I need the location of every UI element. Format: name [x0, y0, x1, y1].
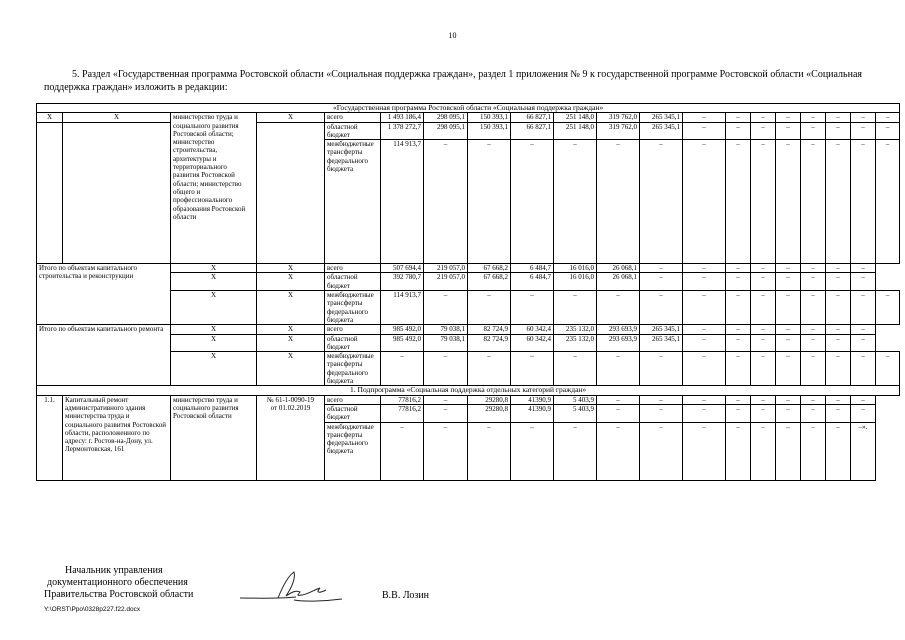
value-cell: –: [826, 140, 851, 264]
value-cell: –: [597, 291, 640, 325]
value-cell: 29280,8: [468, 404, 511, 422]
value-cell: –: [726, 264, 751, 273]
value-cell: –: [726, 122, 751, 140]
item-object: Капитальный ремонт административного здания министерства труда и социального развития Ростовской области, расположенного по адресу: г. Ростов-на-Дону, ул. Лермонтовская, 161: [63, 395, 171, 480]
value-cell: 60 342,4: [511, 325, 554, 334]
value-cell: –: [640, 352, 683, 386]
value-cell: –: [468, 422, 511, 480]
value-cell: –: [801, 334, 826, 352]
signature-block: [44, 565, 193, 601]
value-cell: 6 484,7: [511, 273, 554, 291]
value-cell: –: [554, 291, 597, 325]
value-cell: –: [851, 122, 876, 140]
value-cell: 293 693,9: [597, 325, 640, 334]
value-cell: –: [751, 334, 776, 352]
value-cell: 41390,9: [511, 395, 554, 404]
value-cell: –: [801, 113, 826, 122]
value-cell: –: [468, 140, 511, 264]
value-cell: –: [751, 264, 776, 273]
closing-mark-cell: –».: [851, 422, 876, 480]
subprogram-header-cell: 1. Подпрограмма «Социальная поддержка отдельных категорий граждан»: [37, 386, 900, 395]
value-cell: –: [826, 113, 851, 122]
x-cell: X: [257, 264, 325, 273]
source-label: всего: [325, 264, 381, 273]
value-cell: –: [468, 291, 511, 325]
value-cell: 67 668,2: [468, 273, 511, 291]
x-cell: X: [257, 325, 325, 334]
value-cell: 26 068,1: [597, 264, 640, 273]
source-label: всего: [325, 325, 381, 334]
value-cell: –: [751, 122, 776, 140]
value-cell: 1 493 186,4: [381, 113, 424, 122]
value-cell: 235 132,0: [554, 325, 597, 334]
value-cell: 16 016,0: [554, 264, 597, 273]
value-cell: 265 345,1: [640, 113, 683, 122]
value-cell: –: [851, 291, 876, 325]
source-label: всего: [325, 395, 381, 404]
value-cell: –: [726, 325, 751, 334]
value-cell: –: [640, 404, 683, 422]
value-cell: –: [801, 422, 826, 480]
value-cell: –: [801, 122, 826, 140]
value-cell: –: [683, 404, 726, 422]
source-label: межбюджетные трансферты федерального бюджета: [325, 352, 381, 386]
value-cell: 16 016,0: [554, 273, 597, 291]
item-contract-number: № 61-1-0090-19: [267, 395, 314, 404]
value-cell: 251 148,0: [554, 122, 597, 140]
value-cell: –: [468, 352, 511, 386]
value-cell: –: [511, 291, 554, 325]
value-cell: 150 393,1: [468, 122, 511, 140]
value-cell: 298 095,1: [424, 113, 468, 122]
value-cell: 60 342,4: [511, 334, 554, 352]
value-cell: –: [683, 273, 726, 291]
file-path: Y:\ORST\Ppo\0328p227.f22.docx: [44, 606, 141, 613]
value-cell: –: [683, 113, 726, 122]
value-cell: –: [640, 140, 683, 264]
handwritten-signature-icon: [236, 568, 346, 608]
value-cell: 150 393,1: [468, 113, 511, 122]
intro-paragraph: 5. Раздел «Государственная программа Ростовской области «Социальная поддержка граждан», раздел 1 приложения № 9 к государственной программе Ростовской области «Социальная поддержка граждан» изложить в редакции:: [44, 69, 862, 93]
value-cell: –: [554, 422, 597, 480]
value-cell: –: [826, 325, 851, 334]
value-cell: 507 694,4: [381, 264, 424, 273]
signatory-name: В.В. Лозин: [382, 590, 430, 601]
value-cell: –: [640, 422, 683, 480]
value-cell: 985 492,0: [381, 334, 424, 352]
value-cell: –: [826, 273, 851, 291]
x-cell: X: [171, 352, 257, 386]
value-cell: –: [424, 140, 468, 264]
value-cell: 77816,2: [381, 404, 424, 422]
source-label: межбюджетные трансферты федерального бюджета: [325, 140, 381, 264]
value-cell: –: [826, 395, 851, 404]
value-cell: –: [751, 325, 776, 334]
value-cell: 29280,8: [468, 395, 511, 404]
value-cell: –: [381, 422, 424, 480]
value-cell: –: [776, 352, 801, 386]
value-cell: –: [851, 352, 876, 386]
source-label: областной бюджет: [325, 122, 381, 140]
value-cell: –: [511, 352, 554, 386]
value-cell: –: [424, 395, 468, 404]
value-cell: –: [683, 352, 726, 386]
value-cell: –: [801, 264, 826, 273]
program-agencies-cell: министерство труда и социального развития Ростовской области; министерство строительства, архитектуры и территориального развития Ростовской области; министерство общего и профессионального образования Ростовской области: [171, 113, 257, 264]
value-cell: 319 762,0: [597, 122, 640, 140]
value-cell: –: [597, 352, 640, 386]
source-label: межбюджетные трансферты федерального бюджета: [325, 422, 381, 480]
value-cell: –: [597, 422, 640, 480]
value-cell: –: [683, 122, 726, 140]
cc-total-row: [37, 264, 900, 273]
value-cell: –: [381, 352, 424, 386]
value-cell: –: [683, 325, 726, 334]
x-cell: X: [171, 264, 257, 273]
x-cell: X: [257, 273, 325, 291]
value-cell: –: [776, 404, 801, 422]
x-cell: X: [171, 273, 257, 291]
value-cell: –: [801, 140, 826, 264]
signatory-title-line-1: Начальник управления: [65, 565, 163, 576]
value-cell: 82 724,9: [468, 334, 511, 352]
value-cell: –: [851, 140, 876, 264]
source-label: областной бюджет: [325, 334, 381, 352]
empty-cell: [257, 122, 325, 264]
subprogram-header-row: [37, 386, 900, 395]
value-cell: –: [776, 422, 801, 480]
value-cell: –: [776, 122, 801, 140]
value-cell: –: [683, 264, 726, 273]
source-label: всего: [325, 113, 381, 122]
value-cell: –: [726, 352, 751, 386]
value-cell: –: [851, 113, 876, 122]
value-cell: –: [826, 422, 851, 480]
value-cell: –: [876, 291, 900, 325]
source-label: областной бюджет: [325, 273, 381, 291]
page-number: 10: [448, 31, 457, 40]
value-cell: –: [597, 404, 640, 422]
value-cell: –: [726, 334, 751, 352]
item-total-row: [37, 395, 900, 404]
value-cell: –: [511, 140, 554, 264]
value-cell: 392 780,7: [381, 273, 424, 291]
value-cell: 219 057,0: [424, 273, 468, 291]
x-cell: X: [171, 334, 257, 352]
value-cell: –: [726, 273, 751, 291]
value-cell: 298 095,1: [424, 122, 468, 140]
source-label: областной бюджет: [325, 404, 381, 422]
value-cell: 235 132,0: [554, 334, 597, 352]
value-cell: –: [751, 113, 776, 122]
program-regional-row: [37, 122, 900, 140]
value-cell: –: [801, 352, 826, 386]
value-cell: –: [554, 140, 597, 264]
value-cell: –: [640, 264, 683, 273]
value-cell: –: [826, 334, 851, 352]
value-cell: –: [726, 140, 751, 264]
program-total-row: [37, 113, 900, 122]
value-cell: –: [726, 291, 751, 325]
value-cell: 5 403,9: [554, 395, 597, 404]
item-contract: [257, 395, 325, 480]
value-cell: –: [776, 140, 801, 264]
value-cell: 265 345,1: [640, 122, 683, 140]
value-cell: 985 492,0: [381, 325, 424, 334]
value-cell: 1 378 272,7: [381, 122, 424, 140]
value-cell: –: [826, 352, 851, 386]
x-cell: X: [171, 291, 257, 325]
value-cell: –: [826, 122, 851, 140]
value-cell: –: [851, 395, 876, 404]
program-number-cell: X: [37, 113, 63, 122]
value-cell: –: [876, 352, 900, 386]
program-object-cell: X: [63, 113, 171, 122]
value-cell: –: [683, 291, 726, 325]
value-cell: 79 038,1: [424, 334, 468, 352]
empty-cell: [63, 122, 171, 264]
item-number: 1.1.: [37, 395, 63, 480]
value-cell: –: [424, 352, 468, 386]
program-header-row: [37, 104, 900, 113]
value-cell: –: [776, 264, 801, 273]
value-cell: –: [683, 395, 726, 404]
x-cell: X: [171, 325, 257, 334]
value-cell: –: [876, 122, 900, 140]
signatory-title-line-2: документационного обеспечения: [47, 577, 188, 588]
x-cell: X: [257, 352, 325, 386]
program-contract-cell: X: [257, 113, 325, 122]
value-cell: –: [876, 113, 900, 122]
value-cell: –: [640, 291, 683, 325]
value-cell: 66 827,1: [511, 113, 554, 122]
value-cell: 6 484,7: [511, 264, 554, 273]
value-cell: –: [776, 325, 801, 334]
x-cell: X: [257, 334, 325, 352]
value-cell: 26 068,1: [597, 273, 640, 291]
value-cell: –: [511, 422, 554, 480]
value-cell: –: [801, 273, 826, 291]
value-cell: 82 724,9: [468, 325, 511, 334]
value-cell: –: [876, 140, 900, 264]
value-cell: –: [826, 264, 851, 273]
source-label: межбюджетные трансферты федерального бюджета: [325, 291, 381, 325]
value-cell: –: [751, 273, 776, 291]
value-cell: –: [851, 273, 876, 291]
value-cell: 5 403,9: [554, 404, 597, 422]
value-cell: 293 693,9: [597, 334, 640, 352]
value-cell: –: [776, 273, 801, 291]
value-cell: 265 345,1: [640, 334, 683, 352]
item-agency: министерство труда и социального развития Ростовской области: [171, 395, 257, 480]
value-cell: –: [776, 334, 801, 352]
signatory-title-line-3: Правительства Ростовской области: [44, 589, 194, 600]
capital-construction-label: Итого по объектам капитального строительства и реконструкции: [37, 264, 171, 325]
value-cell: 251 148,0: [554, 113, 597, 122]
value-cell: 66 827,1: [511, 122, 554, 140]
value-cell: –: [751, 352, 776, 386]
value-cell: 114 913,7: [381, 291, 424, 325]
value-cell: –: [554, 352, 597, 386]
value-cell: –: [851, 264, 876, 273]
value-cell: 67 668,2: [468, 264, 511, 273]
value-cell: 319 762,0: [597, 113, 640, 122]
value-cell: –: [424, 422, 468, 480]
x-cell: X: [257, 291, 325, 325]
value-cell: –: [826, 404, 851, 422]
value-cell: –: [726, 395, 751, 404]
value-cell: –: [751, 422, 776, 480]
value-cell: 219 057,0: [424, 264, 468, 273]
value-cell: 114 913,7: [381, 140, 424, 264]
value-cell: –: [640, 395, 683, 404]
value-cell: –: [751, 140, 776, 264]
value-cell: –: [851, 325, 876, 334]
value-cell: –: [851, 334, 876, 352]
value-cell: –: [776, 291, 801, 325]
capital-repair-label: Итого по объектам капитального ремонта: [37, 325, 171, 386]
value-cell: –: [683, 334, 726, 352]
value-cell: –: [776, 113, 801, 122]
value-cell: –: [726, 404, 751, 422]
value-cell: –: [683, 140, 726, 264]
cr-total-row: [37, 325, 900, 334]
empty-cell: [37, 122, 63, 264]
value-cell: –: [851, 404, 876, 422]
value-cell: –: [801, 291, 826, 325]
program-header-cell: «Государственная программа Ростовской области «Социальная поддержка граждан»: [37, 104, 900, 113]
value-cell: –: [801, 325, 826, 334]
value-cell: –: [424, 404, 468, 422]
value-cell: –: [776, 395, 801, 404]
value-cell: 77816,2: [381, 395, 424, 404]
budget-table: [36, 103, 900, 481]
value-cell: –: [597, 140, 640, 264]
value-cell: –: [801, 395, 826, 404]
item-contract-date: от 01.02.2019: [270, 403, 311, 412]
value-cell: –: [726, 422, 751, 480]
value-cell: –: [726, 113, 751, 122]
value-cell: –: [751, 291, 776, 325]
value-cell: 79 038,1: [424, 325, 468, 334]
value-cell: –: [597, 395, 640, 404]
value-cell: –: [683, 422, 726, 480]
value-cell: –: [826, 291, 851, 325]
value-cell: –: [640, 273, 683, 291]
value-cell: –: [801, 404, 826, 422]
value-cell: 265 345,1: [640, 325, 683, 334]
value-cell: –: [751, 404, 776, 422]
value-cell: –: [424, 291, 468, 325]
value-cell: –: [751, 395, 776, 404]
value-cell: 41390,9: [511, 404, 554, 422]
